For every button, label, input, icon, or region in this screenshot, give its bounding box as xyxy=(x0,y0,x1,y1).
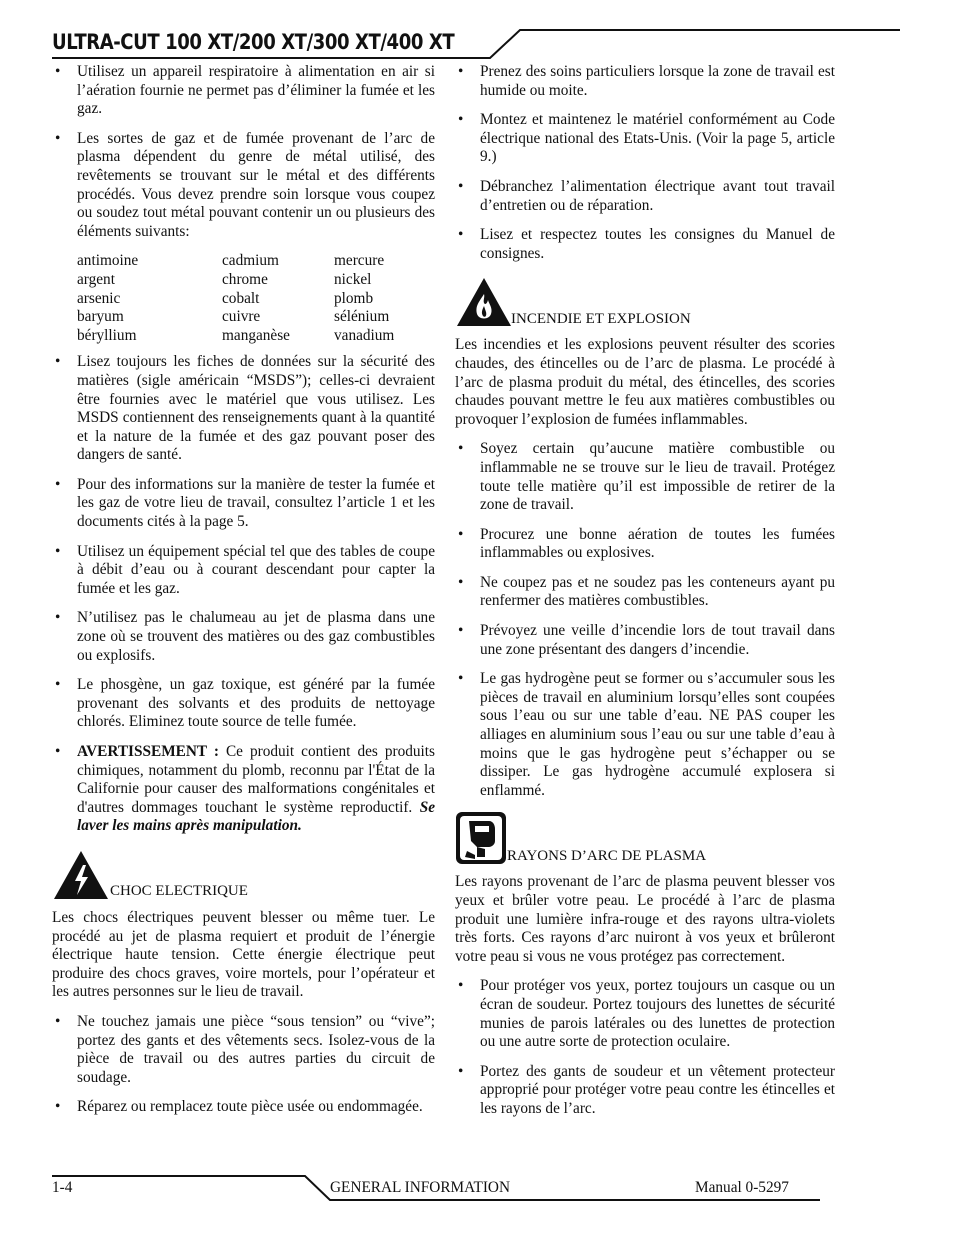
metal-item: cuivre xyxy=(222,308,261,326)
shock-paragraph: Les chocs électriques peuvent blesser ou même tuer. Le procédé au jet de plasma requiert et produit de l’énergie électrique haute tension. Cette énergie électrique peut produire des chocs graves, voire mortels, pour l’opérateur et les autres personnes sur le lieu de travail. xyxy=(52,908,435,1001)
metal-item: sélénium xyxy=(334,308,390,326)
bullet-hydrogen: • Le gas hydrogène peut se former ou s’accumuler sous les pièces de travail en aluminium lorsqu’elles sont coupées sous l’eau ou sur une table d’eau. NE PAS couper les alliages en aluminium sous l’eau ou sur une table d’eau à moins que le gas hydrogène peut s’échapper ou se dissiper. Le gas hydrogène accumulé explosera si enflammé. xyxy=(455,670,835,800)
metal-item: chrome xyxy=(222,270,268,288)
rays-heading-label: RAYONS D’ARC DE PLASMA xyxy=(507,847,707,864)
metal-item: arsenic xyxy=(77,289,121,307)
bullet-gloves: • Portez des gants de soudeur et un vêtement protecteur approprié pour protéger votre peau contre les étincelles et les rayons de l’arc. xyxy=(455,1063,835,1119)
bullet-containers: • Ne coupez pas et ne soudez pas les conteneurs ayant pu renfermer des matières combustibles. xyxy=(455,574,835,611)
metal-item: béryllium xyxy=(77,326,137,344)
bullet-gas-types: • Les sortes de gaz et de fumée provenant de l’arc de plasma dépendent du genre de métal utilisé, des revêtements se trouvant sur le métal et des différents procédés. Vous devez prendre soin lorsque vous coupez ou soudez tout métal pouvant contenir un ou plusieurs des éléments suivants: xyxy=(52,130,435,242)
metal-item: vanadium xyxy=(334,326,395,344)
bullet-phosgene: • Le phosgène, un gaz toxique, est généré par la fumée provenant des solvants et des produits de nettoyage chlorés. Eliminez toute source de telle fumée. xyxy=(52,676,435,732)
metal-item: nickel xyxy=(334,270,372,288)
metal-item: antimoine xyxy=(77,252,139,270)
bullet-no-combustibles: • Soyez certain qu’aucune matière combustible ou inflammable ne se trouve sur le lieu de travail. Protégez toute telle matière qu’il est impossible de retirer de la zone de travail. xyxy=(455,440,835,514)
footer-section-title: GENERAL INFORMATION xyxy=(330,1179,511,1196)
bullet-disconnect: • Débranchez l’alimentation électrique avant tout travail d’entretien ou de réparation. xyxy=(455,178,835,215)
fire-paragraph: Les incendies et les explosions peuvent résulter des scories chaudes, des étincelles ou de l’arc de plasma. Le procédé à l’arc de plasma produit du métal, des étincelles, des scories chaudes pouvant mettre le feu aux matières combustibles ou provoquer l’explosion de fumées inflammables. xyxy=(455,336,835,428)
footer-manual-number: Manual 0-5297 xyxy=(695,1179,789,1196)
metal-item: mercure xyxy=(334,252,385,270)
shock-heading-label: CHOC ELECTRIQUE xyxy=(110,883,248,900)
metal-item: plomb xyxy=(334,289,374,307)
metal-item: baryum xyxy=(77,308,124,326)
warning-label: AVERTISSEMENT : xyxy=(77,743,219,760)
bullet-live-parts: • Ne touchez jamais une pièce “sous tension” ou “vive”; portez des gants et des vêtements secs. Isolez-vous de la pièce de travail ou des autres parties du circuit de soudage. xyxy=(52,1013,435,1087)
bullet-msds: • Lisez toujours les fiches de données sur la sécurité des matières (sigle américain “MSDS”); celles-ci devraient être fournies avec le matériel que vous utilisez. Les MSDS contiennent des renseignements quant à la quantité et la nature de la fumée et des gaz pouvant poser des dangers de santé. xyxy=(52,353,435,465)
bullet-electrical-code: • Montez et maintenez le matériel conformément au Code électrique national des Etats-Unis. (Voir la page 5, article 9.) xyxy=(455,111,835,167)
bullet-respirator: • Utilisez un appareil respiratoire à alimentation en air si l’aération fournie ne permet pas d’éliminer la fumée et les gaz. xyxy=(52,63,435,119)
warning-text: Ce produit contient des produits chimiques, notamment du plomb, reconnu par l'État de la Californie pour causer des malformations congénitales et d'autres dommages touchant le système reproductif. xyxy=(77,743,435,816)
metal-item: argent xyxy=(77,270,115,288)
warning-emphasis: Se laver les mains après manipulation. xyxy=(77,798,435,835)
rays-paragraph: Les rayons provenant de l’arc de plasma peuvent blesser vos yeux et brûler votre peau. Le procédé à l’arc de plasma produit une lumière infra-rouge et des rayons ultra-violets très forts. Ces rayons d’arc nuiront à vos yeux et brûleront votre peau si vous ne vous protégez pas correctement. xyxy=(455,873,835,965)
page-header-title: ULTRA-CUT 100 XT/200 XT/300 XT/400 XT xyxy=(52,30,455,54)
bullet-combustibles: • N’utilisez pas le chalumeau au jet de plasma dans une zone où se trouvent des matières ou des gaz combustibles ou explosifs. xyxy=(52,609,435,665)
bullet-fire-watch: • Prévoyez une veille d’incendie lors de tout travail dans une zone présentant des dangers d’incendie. xyxy=(455,622,835,659)
metal-item: cadmium xyxy=(222,252,279,270)
metal-item: manganèse xyxy=(222,326,290,344)
footer-page-number: 1-4 xyxy=(52,1179,73,1196)
bullet-repair: • Réparez ou remplacez toute pièce usée ou endommagée. xyxy=(52,1098,435,1117)
bullet-wet-area: • Prenez des soins particuliers lorsque la zone de travail est humide ou moite. xyxy=(455,63,835,100)
bullet-ventilation: • Procurez une bonne aération de toutes les fumées inflammables ou explosives. xyxy=(455,526,835,563)
bullet-special-equipment: • Utilisez un équipement spécial tel que des tables de coupe à débit d’eau ou à courant descendant pour capter la fumée et les gaz. xyxy=(52,543,435,599)
metal-item: cobalt xyxy=(222,289,260,307)
bullet-eye-protection: • Pour protéger vos yeux, portez toujours un casque ou un écran de soudeur. Portez toujours des lunettes de sécurité munies de parois latérales ou des lunettes de protection ou une autre sorte de protection oculaire. xyxy=(455,977,835,1051)
fire-heading-label: INCENDIE ET EXPLOSION xyxy=(511,310,691,327)
bullet-testing: • Pour des informations sur la manière de tester la fumée et les gaz de votre lieu de travail, consultez l’article 1 et les documents cités à la page 5. xyxy=(52,476,435,532)
bullet-read-manual: • Lisez et respectez toutes les consignes du Manuel de consignes. xyxy=(455,226,835,263)
